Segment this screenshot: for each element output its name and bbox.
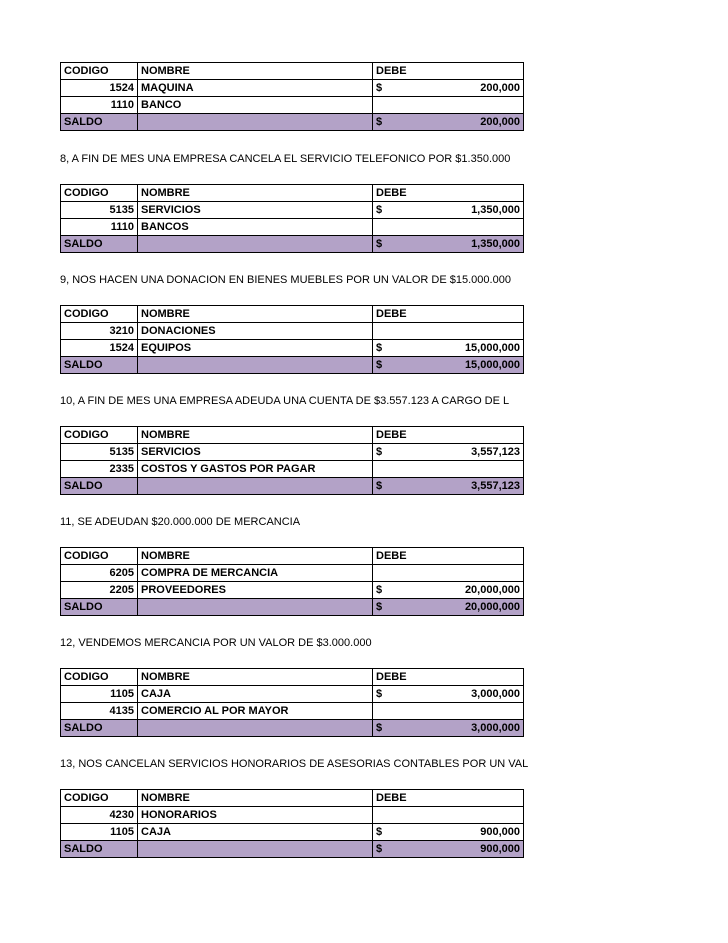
currency-symbol[interactable]: $ bbox=[373, 686, 398, 703]
saldo-currency[interactable]: $ bbox=[373, 236, 398, 253]
header-row bbox=[61, 306, 524, 323]
header-debe[interactable]: DEBE bbox=[373, 548, 398, 565]
saldo-amount[interactable]: 200,000 bbox=[397, 114, 524, 131]
table-row bbox=[61, 340, 524, 357]
header-codigo[interactable]: CODIGO bbox=[61, 63, 138, 80]
saldo-currency[interactable]: $ bbox=[373, 478, 398, 495]
account-name[interactable]: COSTOS Y GASTOS POR PAGAR bbox=[138, 461, 373, 478]
header-codigo[interactable]: CODIGO bbox=[61, 669, 138, 686]
saldo-empty-cell[interactable] bbox=[138, 478, 373, 495]
table-row bbox=[61, 582, 524, 599]
account-name[interactable]: COMERCIO AL POR MAYOR bbox=[138, 703, 373, 720]
journal-entry-block bbox=[60, 426, 518, 495]
debit-amount[interactable]: 3,000,000 bbox=[397, 686, 524, 703]
account-name[interactable]: DONACIONES bbox=[138, 323, 373, 340]
saldo-label[interactable]: SALDO bbox=[61, 599, 138, 616]
transaction-caption: 10, A FIN DE MES UNA EMPRESA ADEUDA UNA CUENTA DE $3.557.123 A CARGO DE L bbox=[60, 395, 510, 407]
saldo-amount[interactable]: 15,000,000 bbox=[397, 357, 524, 374]
debit-amount[interactable] bbox=[397, 323, 524, 340]
saldo-empty-cell[interactable] bbox=[138, 114, 373, 131]
journal-entry-block bbox=[60, 184, 518, 253]
saldo-row bbox=[61, 478, 524, 495]
debit-amount[interactable] bbox=[397, 97, 524, 114]
saldo-label[interactable]: SALDO bbox=[61, 236, 138, 253]
account-code[interactable]: 5135 bbox=[61, 444, 138, 461]
table-row bbox=[61, 824, 524, 841]
header-debe-amount[interactable] bbox=[397, 548, 524, 565]
saldo-currency[interactable]: $ bbox=[373, 841, 398, 858]
saldo-currency[interactable]: $ bbox=[373, 599, 398, 616]
account-name[interactable]: SERVICIOS bbox=[138, 202, 373, 219]
currency-symbol[interactable] bbox=[373, 807, 398, 824]
saldo-currency[interactable]: $ bbox=[373, 114, 398, 131]
header-debe-amount[interactable] bbox=[397, 185, 524, 202]
table-row bbox=[61, 219, 524, 236]
journal-entry-block bbox=[60, 789, 518, 858]
header-codigo[interactable]: CODIGO bbox=[61, 427, 138, 444]
journal-entry-table bbox=[60, 547, 524, 616]
debit-amount[interactable]: 3,557,123 bbox=[397, 444, 524, 461]
account-code[interactable]: 2205 bbox=[61, 582, 138, 599]
debit-amount[interactable]: 200,000 bbox=[397, 80, 524, 97]
saldo-amount[interactable]: 3,000,000 bbox=[397, 720, 524, 737]
header-nombre[interactable]: NOMBRE bbox=[138, 548, 373, 565]
account-name[interactable]: PROVEEDORES bbox=[138, 582, 373, 599]
saldo-empty-cell[interactable] bbox=[138, 720, 373, 737]
account-name[interactable]: HONORARIOS bbox=[138, 807, 373, 824]
header-debe-amount[interactable] bbox=[397, 306, 524, 323]
saldo-label[interactable]: SALDO bbox=[61, 841, 138, 858]
saldo-row bbox=[61, 236, 524, 253]
header-debe[interactable]: DEBE bbox=[373, 790, 398, 807]
header-debe-amount[interactable] bbox=[397, 669, 524, 686]
currency-symbol[interactable] bbox=[373, 219, 398, 236]
account-name[interactable]: CAJA bbox=[138, 686, 373, 703]
header-nombre[interactable]: NOMBRE bbox=[138, 63, 373, 80]
journal-entry-block bbox=[60, 668, 518, 737]
header-row bbox=[61, 427, 524, 444]
account-name[interactable]: CAJA bbox=[138, 824, 373, 841]
journal-entry-table bbox=[60, 426, 524, 495]
account-code[interactable]: 1105 bbox=[61, 824, 138, 841]
account-code[interactable]: 1524 bbox=[61, 80, 138, 97]
currency-symbol[interactable]: $ bbox=[373, 824, 398, 841]
journal-entry-table bbox=[60, 305, 524, 374]
saldo-row bbox=[61, 841, 524, 858]
saldo-currency[interactable]: $ bbox=[373, 720, 398, 737]
header-debe[interactable]: DEBE bbox=[373, 427, 398, 444]
header-codigo[interactable]: CODIGO bbox=[61, 548, 138, 565]
saldo-label[interactable]: SALDO bbox=[61, 114, 138, 131]
account-name[interactable]: MAQUINA bbox=[138, 80, 373, 97]
currency-symbol[interactable] bbox=[373, 461, 398, 478]
account-code[interactable]: 2335 bbox=[61, 461, 138, 478]
currency-symbol[interactable]: $ bbox=[373, 444, 398, 461]
journal-entry-table bbox=[60, 668, 524, 737]
transaction-caption: 8, A FIN DE MES UNA EMPRESA CANCELA EL SERVICIO TELEFONICO POR $1.350.000 bbox=[60, 153, 511, 165]
table-row bbox=[61, 686, 524, 703]
header-nombre[interactable]: NOMBRE bbox=[138, 427, 373, 444]
debit-amount[interactable] bbox=[397, 807, 524, 824]
account-name[interactable]: BANCOS bbox=[138, 219, 373, 236]
journal-entry-block bbox=[60, 62, 518, 131]
debit-amount[interactable]: 1,350,000 bbox=[397, 202, 524, 219]
saldo-amount[interactable]: 3,557,123 bbox=[397, 478, 524, 495]
header-debe-amount[interactable] bbox=[397, 427, 524, 444]
account-code[interactable]: 1110 bbox=[61, 97, 138, 114]
header-row bbox=[61, 790, 524, 807]
debit-amount[interactable] bbox=[397, 565, 524, 582]
header-codigo[interactable]: CODIGO bbox=[61, 790, 138, 807]
debit-amount[interactable]: 20,000,000 bbox=[397, 582, 524, 599]
currency-symbol[interactable]: $ bbox=[373, 202, 398, 219]
header-debe[interactable]: DEBE bbox=[373, 185, 398, 202]
journal-entry-table bbox=[60, 789, 524, 858]
account-code[interactable]: 1524 bbox=[61, 340, 138, 357]
saldo-empty-cell[interactable] bbox=[138, 841, 373, 858]
saldo-label[interactable]: SALDO bbox=[61, 720, 138, 737]
saldo-empty-cell[interactable] bbox=[138, 599, 373, 616]
transaction-caption: 9, NOS HACEN UNA DONACION EN BIENES MUEBLES POR UN VALOR DE $15.000.000 bbox=[60, 274, 511, 286]
saldo-label[interactable]: SALDO bbox=[61, 478, 138, 495]
table-row bbox=[61, 565, 524, 582]
header-nombre[interactable]: NOMBRE bbox=[138, 790, 373, 807]
currency-symbol[interactable] bbox=[373, 565, 398, 582]
saldo-row bbox=[61, 357, 524, 374]
account-code[interactable]: 6205 bbox=[61, 565, 138, 582]
journal-entry-block bbox=[60, 547, 518, 616]
currency-symbol[interactable]: $ bbox=[373, 340, 398, 357]
currency-symbol[interactable]: $ bbox=[373, 80, 398, 97]
debit-amount[interactable] bbox=[397, 703, 524, 720]
journal-entry-table bbox=[60, 184, 524, 253]
table-row bbox=[61, 202, 524, 219]
debit-amount[interactable] bbox=[397, 219, 524, 236]
journal-entry-block bbox=[60, 305, 518, 374]
header-debe[interactable]: DEBE bbox=[373, 306, 398, 323]
debit-amount[interactable]: 900,000 bbox=[397, 824, 524, 841]
account-name[interactable]: SERVICIOS bbox=[138, 444, 373, 461]
saldo-row bbox=[61, 599, 524, 616]
transaction-caption: 11, SE ADEUDAN $20.000.000 DE MERCANCIA bbox=[60, 516, 301, 528]
header-nombre[interactable]: NOMBRE bbox=[138, 185, 373, 202]
currency-symbol[interactable]: $ bbox=[373, 582, 398, 599]
header-codigo[interactable]: CODIGO bbox=[61, 306, 138, 323]
header-row bbox=[61, 185, 524, 202]
header-codigo[interactable]: CODIGO bbox=[61, 185, 138, 202]
header-debe-amount[interactable] bbox=[397, 790, 524, 807]
table-row bbox=[61, 97, 524, 114]
table-row bbox=[61, 323, 524, 340]
account-code[interactable]: 4230 bbox=[61, 807, 138, 824]
transaction-caption: 13, NOS CANCELAN SERVICIOS HONORARIOS DE ASESORIAS CONTABLES POR UN VAL bbox=[60, 758, 529, 770]
journal-entry-table bbox=[60, 62, 524, 131]
debit-amount[interactable]: 15,000,000 bbox=[397, 340, 524, 357]
account-name[interactable]: COMPRA DE MERCANCIA bbox=[138, 565, 373, 582]
saldo-empty-cell[interactable] bbox=[138, 236, 373, 253]
currency-symbol[interactable] bbox=[373, 703, 398, 720]
account-code[interactable]: 1105 bbox=[61, 686, 138, 703]
header-row bbox=[61, 548, 524, 565]
header-debe[interactable]: DEBE bbox=[373, 669, 398, 686]
header-row bbox=[61, 669, 524, 686]
header-row bbox=[61, 63, 524, 80]
transaction-caption: 12, VENDEMOS MERCANCIA POR UN VALOR DE $3.000.000 bbox=[60, 637, 372, 649]
account-code[interactable]: 1110 bbox=[61, 219, 138, 236]
header-nombre[interactable]: NOMBRE bbox=[138, 306, 373, 323]
saldo-row bbox=[61, 114, 524, 131]
table-row bbox=[61, 807, 524, 824]
saldo-label[interactable]: SALDO bbox=[61, 357, 138, 374]
account-code[interactable]: 3210 bbox=[61, 323, 138, 340]
table-row bbox=[61, 444, 524, 461]
account-name[interactable]: BANCO bbox=[138, 97, 373, 114]
saldo-row bbox=[61, 720, 524, 737]
account-code[interactable]: 5135 bbox=[61, 202, 138, 219]
saldo-currency[interactable]: $ bbox=[373, 357, 398, 374]
account-name[interactable]: EQUIPOS bbox=[138, 340, 373, 357]
currency-symbol[interactable] bbox=[373, 97, 398, 114]
saldo-amount[interactable]: 1,350,000 bbox=[397, 236, 524, 253]
debit-amount[interactable] bbox=[397, 461, 524, 478]
header-nombre[interactable]: NOMBRE bbox=[138, 669, 373, 686]
saldo-empty-cell[interactable] bbox=[138, 357, 373, 374]
account-code[interactable]: 4135 bbox=[61, 703, 138, 720]
header-debe[interactable]: DEBE bbox=[373, 63, 398, 80]
table-row bbox=[61, 461, 524, 478]
table-row bbox=[61, 703, 524, 720]
table-row bbox=[61, 80, 524, 97]
currency-symbol[interactable] bbox=[373, 323, 398, 340]
saldo-amount[interactable]: 20,000,000 bbox=[397, 599, 524, 616]
header-debe-amount[interactable] bbox=[397, 63, 524, 80]
saldo-amount[interactable]: 900,000 bbox=[397, 841, 524, 858]
